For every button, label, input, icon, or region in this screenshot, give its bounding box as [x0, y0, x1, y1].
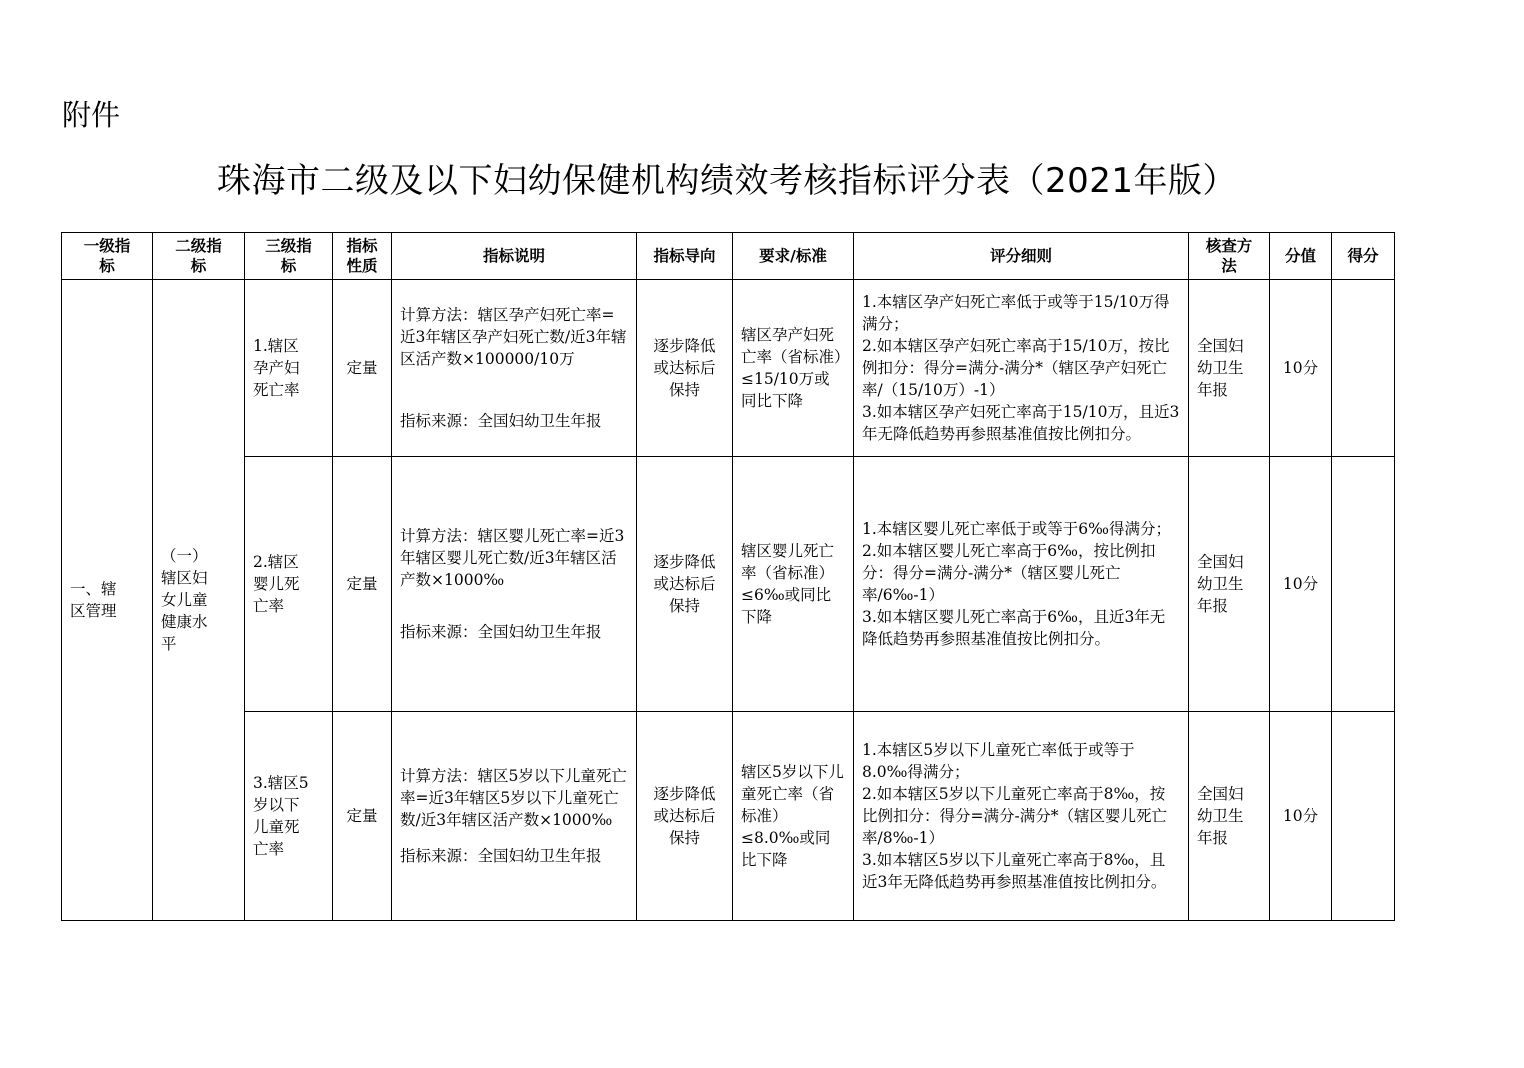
header-description: 指标说明: [392, 233, 637, 280]
rules-cell: 1.本辖区婴儿死亡率低于或等于6‰得满分； 2.如本辖区婴儿死亡率高于6‰，按比例扣分：得分=满分-满分*（辖区婴儿死亡率/6‰-1） 3.如本辖区婴儿死亡率高于6‰，且近3年无降低趋势再参照基准值按比例扣分。: [854, 457, 1189, 712]
header-row: [62, 233, 1395, 280]
check-method-cell: 全国妇 幼卫生 年报: [1189, 280, 1270, 457]
header-level2: 二级指 标: [153, 233, 245, 280]
page-title: 珠海市二级及以下妇幼保健机构绩效考核指标评分表（2021年版）: [216, 161, 1238, 201]
direction-cell: 逐步降低 或达标后 保持: [637, 712, 733, 921]
header-rules: 评分细则: [854, 233, 1189, 280]
result-cell: [1332, 712, 1395, 921]
header-level1: 一级指 标: [62, 233, 153, 280]
header-result: 得分: [1332, 233, 1395, 280]
table-row: [62, 457, 1395, 712]
level3-cell: 3.辖区5 岁以下 儿童死 亡率: [245, 712, 333, 921]
header-direction: 指标导向: [637, 233, 733, 280]
nature-cell: 定量: [333, 712, 392, 921]
rules-cell: 1.本辖区孕产妇死亡率低于或等于15/10万得满分； 2.如本辖区孕产妇死亡率高于15/10万，按比例扣分：得分=满分-满分*（辖区孕产妇死亡率/（15/10万）-1） 3.如本辖区孕产妇死亡率高于15/10万，且近3年无降低趋势再参照基准值按比例扣分。: [854, 280, 1189, 457]
header-check-method: 核查方 法: [1189, 233, 1270, 280]
standard-cell: 辖区婴儿死亡率（省标准）≤6‰或同比下降: [733, 457, 854, 712]
score-cell: 10分: [1270, 712, 1332, 921]
standard-cell: 辖区5岁以下儿童死亡率（省标准）≤8.0‰或同比下降: [733, 712, 854, 921]
header-standard: 要求/标准: [733, 233, 854, 280]
direction-cell: 逐步降低 或达标后 保持: [637, 457, 733, 712]
indicator-source: 指标来源：全国妇幼卫生年报: [400, 412, 602, 430]
direction-cell: 逐步降低 或达标后 保持: [637, 280, 733, 457]
score-cell: 10分: [1270, 280, 1332, 457]
attachment-label: 附件: [62, 98, 121, 132]
description-cell: [392, 280, 637, 457]
rules-cell: 1.本辖区5岁以下儿童死亡率低于或等于8.0‰得满分； 2.如本辖区5岁以下儿童死亡率高于8‰，按比例扣分：得分=满分-满分*（辖区婴儿死亡率/8‰-1） 3.如本辖区5岁以下儿童死亡率高于8‰，且近3年无降低趋势再参照基准值按比例扣分。: [854, 712, 1189, 921]
result-cell: [1332, 457, 1395, 712]
level3-cell: 2.辖区 婴儿死 亡率: [245, 457, 333, 712]
check-method-cell: 全国妇 幼卫生 年报: [1189, 457, 1270, 712]
nature-cell: 定量: [333, 280, 392, 457]
calc-method: 计算方法：辖区婴儿死亡率=近3年辖区婴儿死亡数/近3年辖区活产数×1000‰: [400, 527, 625, 589]
nature-cell: 定量: [333, 457, 392, 712]
result-cell: [1332, 280, 1395, 457]
table-row: [62, 280, 1395, 457]
calc-method: 计算方法：辖区孕产妇死亡率=近3年辖区孕产妇死亡数/近3年辖区活产数×100000/10万: [400, 306, 627, 368]
level2-cell: （一） 辖区妇 女儿童 健康水 平: [153, 280, 245, 921]
header-score: 分值: [1270, 233, 1332, 280]
description-cell: [392, 457, 637, 712]
indicator-source: 指标来源：全国妇幼卫生年报: [400, 847, 602, 865]
standard-cell: 辖区孕产妇死亡率（省标准）≤15/10万或同比下降: [733, 280, 854, 457]
description-cell: [392, 712, 637, 921]
check-method-cell: 全国妇 幼卫生 年报: [1189, 712, 1270, 921]
score-cell: 10分: [1270, 457, 1332, 712]
calc-method: 计算方法：辖区5岁以下儿童死亡率=近3年辖区5岁以下儿童死亡数/近3年辖区活产数×1000‰: [400, 767, 627, 829]
header-level3: 三级指 标: [245, 233, 333, 280]
score-table: [61, 232, 1395, 921]
level3-cell: 1.辖区 孕产妇 死亡率: [245, 280, 333, 457]
table-row: [62, 712, 1395, 921]
level1-cell: 一、辖 区管理: [62, 280, 153, 921]
header-nature: 指标 性质: [333, 233, 392, 280]
indicator-source: 指标来源：全国妇幼卫生年报: [400, 623, 602, 641]
